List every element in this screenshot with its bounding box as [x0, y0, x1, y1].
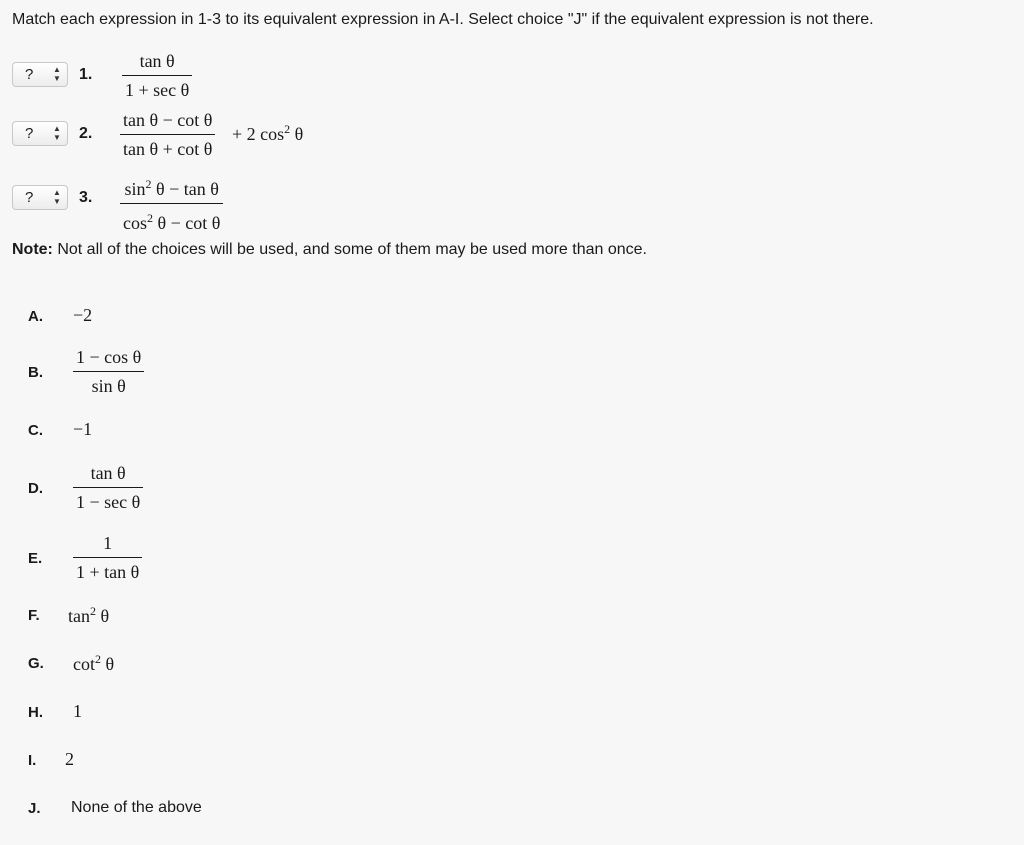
question-row-3 — [12, 173, 612, 231]
denominator: tan θ + cot θ — [123, 139, 213, 159]
exponent: 2 — [284, 122, 291, 136]
choice-label: I. — [28, 752, 37, 769]
question-number: 3. — [79, 189, 93, 206]
den-text-rest: θ − cot θ — [153, 213, 221, 233]
expression-fraction — [120, 109, 215, 160]
answer-select-2[interactable] — [12, 121, 68, 146]
func-name: cot — [73, 654, 95, 674]
question-row-1 — [12, 50, 612, 108]
choice-label: B. — [28, 364, 43, 381]
numerator — [120, 173, 223, 200]
note-body: Not all of the choices will be used, and some of them may be used more than once. — [52, 241, 647, 258]
fraction-bar — [73, 487, 143, 488]
num-text: sin — [124, 179, 146, 199]
choice-label: C. — [28, 422, 43, 439]
answer-select-value: ? — [25, 189, 34, 206]
tail-text: + 2 cos — [232, 124, 285, 144]
numerator: 1 − cos θ — [76, 347, 142, 367]
expression-tail — [232, 122, 303, 145]
answer-select-1[interactable] — [12, 62, 68, 87]
exponent: 2 — [145, 177, 152, 191]
choice-text: None of the above — [71, 799, 202, 816]
expression-fraction — [120, 173, 223, 234]
fraction-bar — [120, 134, 215, 135]
choice-expression: 1 — [73, 701, 82, 721]
fraction-bar — [122, 75, 192, 76]
numerator: 1 — [103, 533, 113, 553]
choice-label: G. — [28, 655, 44, 672]
select-arrows-icon: ▲ ▼ — [53, 124, 61, 142]
choice-label: E. — [28, 550, 43, 567]
denominator: 1 − sec θ — [76, 492, 141, 512]
choice-fraction — [73, 346, 144, 397]
select-arrows-icon: ▲ ▼ — [53, 188, 61, 206]
note-label: Note: — [12, 241, 53, 258]
choice-expression: 2 — [65, 749, 74, 769]
denominator: 1 + sec θ — [125, 80, 190, 100]
select-arrows-icon: ▲ ▼ — [53, 65, 61, 83]
question-row-2 — [12, 109, 612, 167]
variable: θ — [101, 654, 115, 674]
choice-expression — [73, 652, 114, 675]
question-number: 1. — [79, 66, 93, 83]
exponent: 2 — [90, 604, 96, 618]
note-text — [12, 241, 647, 259]
choice-expression — [68, 604, 109, 627]
choice-fraction — [73, 462, 143, 513]
question-number: 2. — [79, 125, 93, 142]
choice-label: D. — [28, 480, 43, 497]
den-text: cos — [123, 213, 147, 233]
answer-select-3[interactable] — [12, 185, 68, 210]
choice-expression: −1 — [73, 419, 93, 439]
question-prompt: Match each expression in 1-3 to its equivalent expression in A-I. Select choice "J" if the equivalent expression is not there. — [12, 11, 874, 28]
numerator: tan θ — [90, 463, 126, 483]
choice-label: F. — [28, 607, 40, 624]
variable: θ — [96, 606, 110, 626]
denominator: sin θ — [91, 376, 126, 396]
choice-label: J. — [28, 800, 41, 817]
expression-fraction — [122, 50, 192, 101]
fraction-bar — [120, 203, 223, 204]
exponent: 2 — [147, 211, 153, 225]
tail-variable: θ — [290, 124, 304, 144]
choice-expression: −2 — [73, 305, 93, 325]
denominator — [120, 207, 223, 234]
numerator: tan θ − cot θ — [123, 110, 213, 130]
choice-label: H. — [28, 704, 43, 721]
numerator: tan θ — [139, 51, 175, 71]
answer-select-value: ? — [25, 66, 34, 83]
choice-label: A. — [28, 308, 43, 325]
choice-fraction — [73, 532, 142, 583]
fraction-bar — [73, 371, 144, 372]
fraction-bar — [73, 557, 142, 558]
func-name: tan — [68, 606, 90, 626]
denominator: 1 + tan θ — [76, 562, 140, 582]
answer-select-value: ? — [25, 125, 34, 142]
exponent: 2 — [95, 652, 101, 666]
num-text-rest: θ − tan θ — [151, 179, 219, 199]
